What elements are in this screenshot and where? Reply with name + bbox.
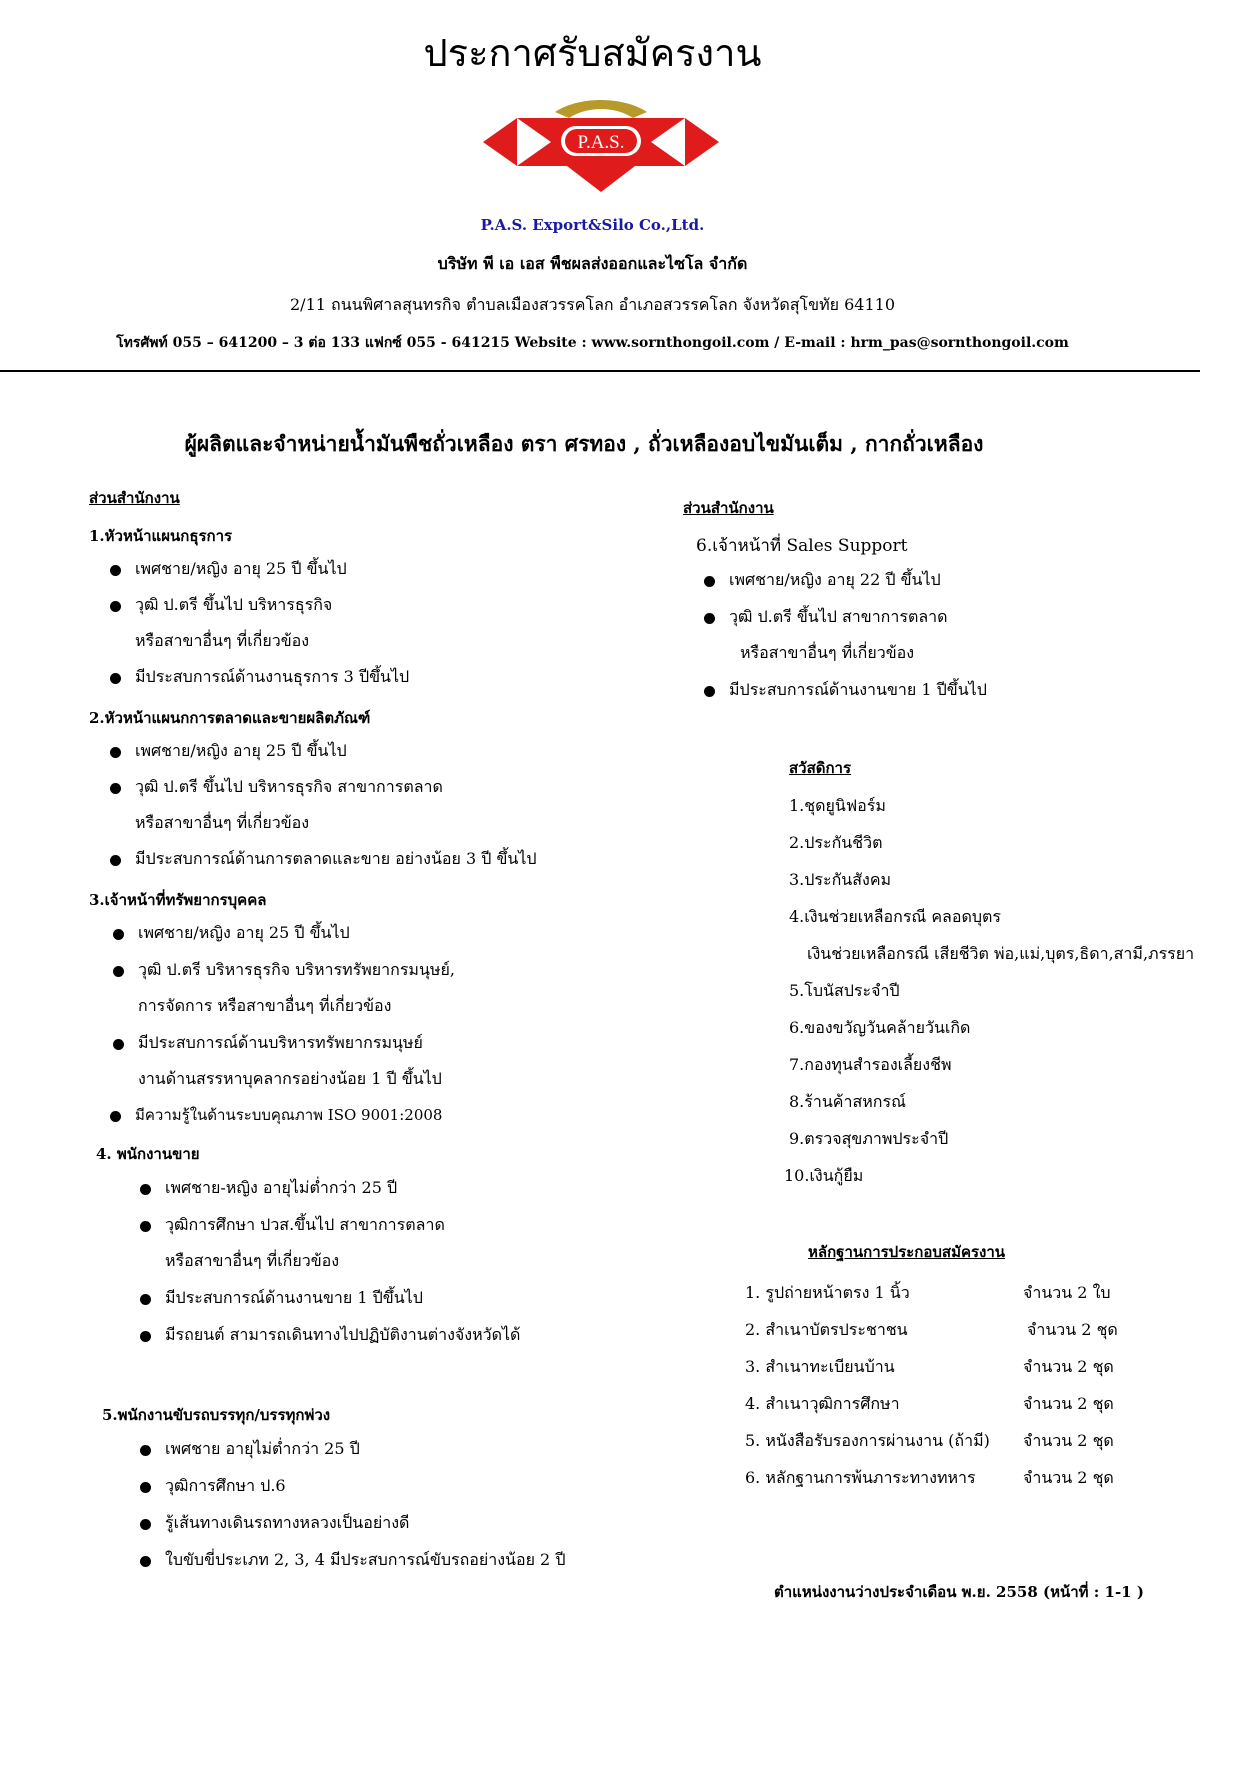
job3-requirement-experience-cont: งานด้านสรรหาบุคลากรอย่างน้อย 1 ปี ขึ้นไป xyxy=(138,1069,442,1088)
document-qty: จำนวน 2 ใบ xyxy=(1023,1283,1111,1302)
job5-requirement-routes: รู้เส้นทางเดินรถทางหลวงเป็นอย่างดี xyxy=(165,1513,410,1532)
job-title-2: 2.หัวหน้าแผนกการตลาดและขายผลิตภัณฑ์ xyxy=(89,709,371,727)
welfare-item: 6.ของขวัญวันคล้ายวันเกิด xyxy=(789,1018,971,1037)
bullet-icon xyxy=(140,1519,151,1530)
job1-requirement-education-cont: หรือสาขาอื่นๆ ที่เกี่ยวข้อง xyxy=(135,631,310,650)
company-contact: โทรศัพท์ 055 – 641200 – 3 ต่อ 133 แฟกซ์ 055 - 641215 Website : www.sornthongoil.com / E-mail : hrm_pas@sornthongoil.com xyxy=(116,335,1069,351)
job5-requirement-license: ใบขับขี่ประเภท 2, 3, 4 มีประสบการณ์ขับรถอย่างน้อย 2 ปี xyxy=(165,1550,566,1569)
job-title-3: 3.เจ้าหน้าที่ทรัพยากรบุคคล xyxy=(89,891,267,909)
bullet-icon xyxy=(704,613,715,624)
welfare-item: 8.ร้านค้าสหกรณ์ xyxy=(789,1092,906,1111)
document-item: 4. สำเนาวุฒิการศึกษา xyxy=(745,1394,900,1413)
company-name-en: P.A.S. Export&Silo Co.,Ltd. xyxy=(480,216,705,234)
header-divider xyxy=(0,370,1200,372)
job6-requirement-experience: มีประสบการณ์ด้านงานขาย 1 ปีขึ้นไป xyxy=(729,680,987,699)
document-item: 1. รูปถ่ายหน้าตรง 1 นิ้ว xyxy=(745,1283,910,1302)
page-footer: ตำแหน่งงานว่างประจำเดือน พ.ย. 2558 (หน้าที่ : 1-1 ) xyxy=(774,1583,1144,1601)
job5-requirement-education: วุฒิการศึกษา ป.6 xyxy=(165,1476,286,1495)
job4-requirement-education: วุฒิการศึกษา ปวส.ขึ้นไป สาขาการตลาด xyxy=(165,1215,445,1234)
bullet-icon xyxy=(110,783,121,794)
section-heading-office: ส่วนสำนักงาน xyxy=(89,489,180,507)
bullet-icon xyxy=(110,747,121,758)
welfare-item: 7.กองทุนสำรองเลี้ยงชีพ xyxy=(789,1055,952,1074)
bullet-icon xyxy=(110,1111,121,1122)
job4-requirement-education-cont: หรือสาขาอื่นๆ ที่เกี่ยวข้อง xyxy=(165,1251,340,1270)
job3-requirement-education-cont: การจัดการ หรือสาขาอื่นๆ ที่เกี่ยวข้อง xyxy=(138,996,392,1015)
job-title-4: 4. พนักงานขาย xyxy=(96,1145,200,1163)
bullet-icon xyxy=(140,1445,151,1456)
bullet-icon xyxy=(140,1482,151,1493)
document-qty: จำนวน 2 ชุด xyxy=(1023,1431,1114,1450)
bullet-icon xyxy=(113,929,124,940)
welfare-item: 3.ประกันสังคม xyxy=(789,870,892,889)
page-title: ประกาศรับสมัครงาน xyxy=(423,31,762,75)
documents-heading: หลักฐานการประกอบสมัครงาน xyxy=(808,1243,1006,1261)
welfare-item: 2.ประกันชีวิต xyxy=(789,833,883,852)
welfare-item: 9.ตรวจสุขภาพประจำปี xyxy=(789,1129,949,1148)
job-title-5: 5.พนักงานขับรถบรรทุก/บรรทุกพ่วง xyxy=(102,1406,331,1424)
products-headline: ผู้ผลิตและจำหน่ายน้ำมันพืชถั่วเหลือง ตรา ศรทอง , ถั่วเหลืองอบไขมันเต็ม , กากถั่วเหลือง xyxy=(184,431,984,456)
bullet-icon xyxy=(704,576,715,587)
document-qty: จำนวน 2 ชุด xyxy=(1027,1320,1118,1339)
job3-requirement-experience: มีประสบการณ์ด้านบริหารทรัพยากรมนุษย์ xyxy=(138,1033,423,1052)
document-qty: จำนวน 2 ชุด xyxy=(1023,1394,1114,1413)
bullet-icon xyxy=(110,855,121,866)
job3-requirement-education: วุฒิ ป.ตรี บริหารธุรกิจ บริหารทรัพยากรมนุษย์, xyxy=(138,960,455,979)
job3-requirement-gender-age: เพศชาย/หญิง อายุ 25 ปี ขึ้นไป xyxy=(138,923,350,942)
job-title-6: 6.เจ้าหน้าที่ Sales Support xyxy=(696,536,908,556)
bullet-icon xyxy=(110,673,121,684)
job1-requirement-gender-age: เพศชาย/หญิง อายุ 25 ปี ขึ้นไป xyxy=(135,559,347,578)
bullet-icon xyxy=(140,1184,151,1195)
welfare-item: เงินช่วยเหลือกรณี เสียชีวิต พ่อ,แม่,บุตร,ธิดา,สามี,ภรรยา xyxy=(807,944,1195,963)
job4-requirement-gender-age: เพศชาย-หญิง อายุไม่ต่ำกว่า 25 ปี xyxy=(165,1178,398,1197)
bullet-icon xyxy=(704,686,715,697)
job2-requirement-gender-age: เพศชาย/หญิง อายุ 25 ปี ขึ้นไป xyxy=(135,741,347,760)
job6-requirement-education: วุฒิ ป.ตรี ขึ้นไป สาขาการตลาด xyxy=(729,607,948,626)
company-name-th: บริษัท พี เอ เอส พืชผลส่งออกและไซโล จำกัด xyxy=(437,254,748,273)
job4-requirement-experience: มีประสบการณ์ด้านงานขาย 1 ปีขึ้นไป xyxy=(165,1288,423,1307)
welfare-item: 10.เงินกู้ยืม xyxy=(784,1166,864,1185)
job1-requirement-experience: มีประสบการณ์ด้านงานธุรการ 3 ปีขึ้นไป xyxy=(135,667,410,686)
job2-requirement-education: วุฒิ ป.ตรี ขึ้นไป บริหารธุรกิจ สาขาการตลาด xyxy=(135,777,443,796)
job2-requirement-education-cont: หรือสาขาอื่นๆ ที่เกี่ยวข้อง xyxy=(135,813,310,832)
document-qty: จำนวน 2 ชุด xyxy=(1023,1468,1114,1487)
job4-requirement-car: มีรถยนต์ สามารถเดินทางไปปฏิบัติงานต่างจังหวัดได้ xyxy=(165,1325,521,1344)
job1-requirement-education: วุฒิ ป.ตรี ขึ้นไป บริหารธุรกิจ xyxy=(135,595,333,614)
welfare-item: 5.โบนัสประจำปี xyxy=(789,981,900,1000)
company-logo xyxy=(483,92,719,198)
bullet-icon xyxy=(140,1294,151,1305)
job-title-1: 1.หัวหน้าแผนกธุรการ xyxy=(89,527,233,545)
job6-requirement-education-cont: หรือสาขาอื่นๆ ที่เกี่ยวข้อง xyxy=(740,643,915,662)
welfare-item: 4.เงินช่วยเหลือกรณี คลอดบุตร xyxy=(789,907,1001,926)
job2-requirement-experience: มีประสบการณ์ด้านการตลาดและขาย อย่างน้อย 3 ปี ขึ้นไป xyxy=(135,849,537,868)
bullet-icon xyxy=(113,966,124,977)
document-qty: จำนวน 2 ชุด xyxy=(1023,1357,1114,1376)
welfare-item: 1.ชุดยูนิฟอร์ม xyxy=(789,796,886,815)
company-address: 2/11 ถนนพิศาลสุนทรกิจ ตำบลเมืองสวรรคโลก อำเภอสวรรคโลก จังหวัดสุโขทัย 64110 xyxy=(290,295,895,314)
bullet-icon xyxy=(110,601,121,612)
document-item: 3. สำเนาทะเบียนบ้าน xyxy=(745,1357,895,1376)
section-heading-office-right: ส่วนสำนักงาน xyxy=(683,499,774,517)
bullet-icon xyxy=(113,1039,124,1050)
bullet-icon xyxy=(140,1331,151,1342)
bullet-icon xyxy=(140,1221,151,1232)
bullet-icon xyxy=(140,1556,151,1567)
document-item: 6. หลักฐานการพ้นภาระทางทหาร xyxy=(745,1468,976,1487)
job5-requirement-gender-age: เพศชาย อายุไม่ต่ำกว่า 25 ปี xyxy=(165,1439,360,1458)
logo-text: P.A.S. xyxy=(577,132,625,153)
document-item: 2. สำเนาบัตรประชาชน xyxy=(745,1320,908,1339)
job3-requirement-iso: มีความรู้ในด้านระบบคุณภาพ ISO 9001:2008 xyxy=(135,1106,443,1124)
document-item: 5. หนังสือรับรองการผ่านงาน (ถ้ามี) xyxy=(745,1431,990,1450)
bullet-icon xyxy=(110,565,121,576)
welfare-heading: สวัสดิการ xyxy=(789,759,852,777)
job6-requirement-gender-age: เพศชาย/หญิง อายุ 22 ปี ขึ้นไป xyxy=(729,570,941,589)
